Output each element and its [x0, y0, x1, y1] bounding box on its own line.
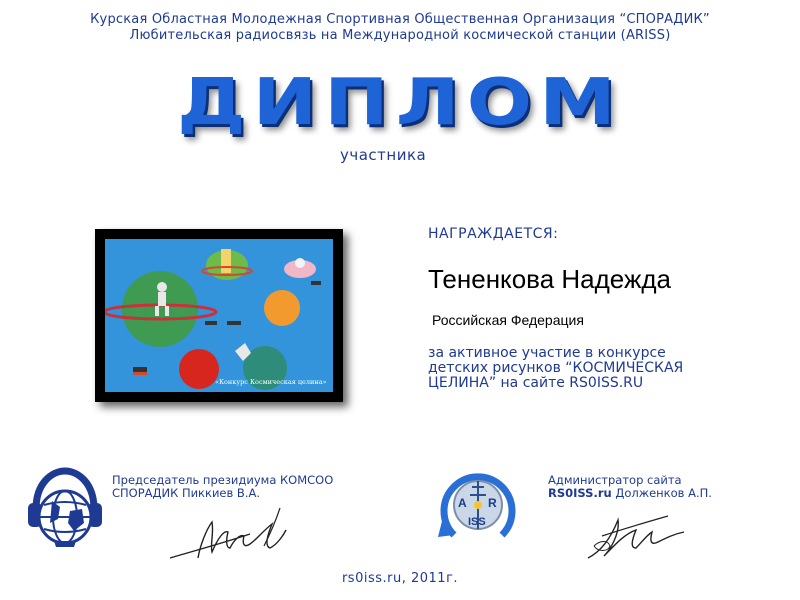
ariss-letter-a: A [458, 496, 467, 510]
drawing-frame [95, 229, 343, 402]
chairman-name: СПОРАДИК Пиккиев В.А. [112, 486, 261, 500]
award-description: за активное участие в конкурсе детских рисунков “КОСМИЧЕСКАЯ ЦЕЛИНА” на сайте RS0ISS.RU [428, 345, 684, 391]
footer-site-year: rs0iss.ru, 2011г. [341, 571, 459, 586]
recipient-country: Российская Федерация [432, 312, 584, 328]
diploma-subtitle: участника [340, 146, 427, 164]
admin-title: Администратор сайта [548, 473, 682, 487]
admin-signature-text [548, 474, 788, 500]
ariss-letter-r: R [488, 496, 497, 510]
recipient-name: Тененкова Надежда [428, 264, 671, 294]
ariss-logo-icon [432, 465, 524, 549]
admin-site: RS0ISS.ru [548, 486, 612, 500]
drawing-caption: «Конкурс Космическая целина» [215, 378, 327, 386]
diploma-title: ДИПЛОМ [177, 66, 623, 140]
header-ariss: Любительская радиосвязь на Международной космической станции (ARISS) [129, 28, 671, 43]
header-organization: Курская Областная Молодежная Спортивная Общественная Организация “СПОРАДИК” [90, 12, 710, 27]
admin-name: Долженков А.П. [615, 486, 712, 500]
globe-headphones-logo-icon [24, 465, 106, 551]
awarded-label: НАГРАЖДАЕТСЯ: [428, 226, 559, 242]
admin-signature [580, 500, 690, 566]
chairman-signature-text [112, 474, 412, 500]
ariss-letters-iss: ISS [468, 516, 486, 528]
chairman-signature [160, 500, 300, 570]
chairman-title: Председатель президиума КОМСОО [112, 473, 334, 487]
space-drawing-image [105, 239, 333, 392]
admin-name-line [548, 487, 788, 500]
